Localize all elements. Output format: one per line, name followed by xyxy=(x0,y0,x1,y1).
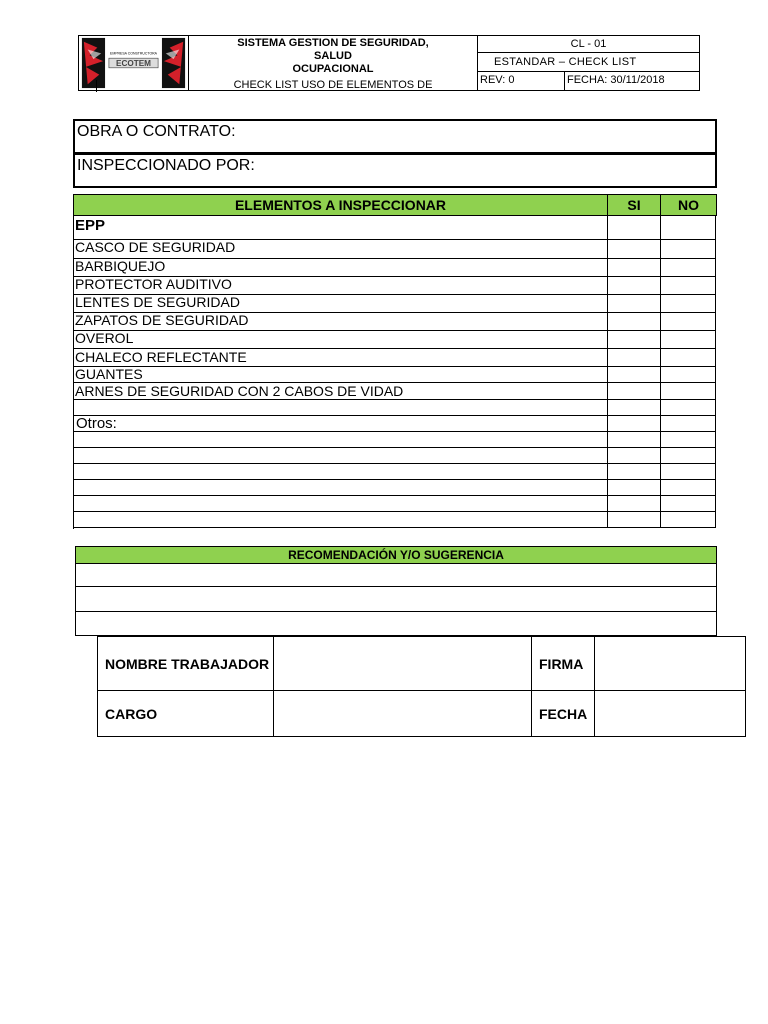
grid-line xyxy=(73,366,715,367)
list-item: ARNES DE SEGURIDAD CON 2 CABOS DE VIDAD xyxy=(75,383,404,399)
recommendation-line-1[interactable] xyxy=(75,564,717,587)
nombre-trabajador-field[interactable] xyxy=(274,637,532,691)
revision-row xyxy=(478,72,699,91)
obra-contrato-label: OBRA O CONTRATO: xyxy=(77,123,236,140)
list-item: OVEROL xyxy=(75,330,134,346)
recommendation-line-2[interactable] xyxy=(75,587,717,612)
column-header-no: NO xyxy=(660,194,717,216)
list-item: CASCO DE SEGURIDAD xyxy=(75,239,236,255)
document-code: CL - 01 xyxy=(478,36,699,53)
header-divider xyxy=(96,80,97,92)
grid-line xyxy=(73,399,715,400)
grid-line xyxy=(660,216,661,528)
firma-label: FIRMA xyxy=(532,637,595,691)
document-title xyxy=(189,35,477,91)
logo-small-text: EMPRESA CONSTRUCTORA xyxy=(110,51,157,56)
column-header-si: SI xyxy=(607,194,661,216)
fecha-label: FECHA xyxy=(532,691,595,736)
list-item: BARBIQUEJO xyxy=(75,258,166,274)
document-control-box xyxy=(477,35,700,91)
otros-label: Otros: xyxy=(76,415,117,432)
recommendation-header: RECOMENDACIÓN Y/O SUGERENCIA xyxy=(75,546,717,564)
company-logo xyxy=(78,35,189,91)
list-item: GUANTES xyxy=(75,366,143,382)
grid-line xyxy=(73,415,715,416)
grid-line xyxy=(607,216,608,528)
inspeccionado-por-field[interactable] xyxy=(73,153,717,188)
inspeccionado-por-label: INSPECCIONADO POR: xyxy=(77,157,255,174)
list-item: CHALECO REFLECTANTE xyxy=(75,349,247,365)
section-label-epp: EPP xyxy=(75,217,106,234)
cargo-field[interactable] xyxy=(274,691,532,736)
nombre-trabajador-label: NOMBRE TRABAJADOR xyxy=(98,637,274,691)
grid-line xyxy=(73,216,74,529)
grid-line xyxy=(73,479,715,480)
column-header-elementos: ELEMENTOS A INSPECCIONAR xyxy=(73,194,608,216)
grid-line xyxy=(73,463,715,464)
obra-contrato-field[interactable] xyxy=(73,119,717,154)
revision-date: FECHA: 30/11/2018 xyxy=(564,72,665,91)
document-subtitle: CHECK LIST USO DE ELEMENTOS DE xyxy=(233,79,433,91)
title-line-3: OCUPACIONAL xyxy=(292,63,374,75)
grid-line xyxy=(73,527,715,528)
signature-table xyxy=(97,636,746,737)
list-item: LENTES DE SEGURIDAD xyxy=(75,294,240,310)
document-standard: ESTANDAR – CHECK LIST xyxy=(478,53,699,72)
grid-line xyxy=(73,258,715,259)
fecha-field[interactable] xyxy=(595,691,745,736)
grid-line xyxy=(73,511,715,512)
recommendation-line-3[interactable] xyxy=(75,612,717,636)
logo-brand-text: ECOTEM xyxy=(115,58,152,68)
firma-field[interactable] xyxy=(595,637,745,691)
list-item: PROTECTOR AUDITIVO xyxy=(75,276,232,292)
title-line-1: SISTEMA GESTION DE SEGURIDAD, xyxy=(237,37,429,49)
cargo-label: CARGO xyxy=(98,691,274,736)
list-item: ZAPATOS DE SEGURIDAD xyxy=(75,312,249,328)
checklist-table xyxy=(73,194,717,529)
grid-line xyxy=(73,447,715,448)
revision-number: REV: 0 xyxy=(480,74,515,86)
grid-line xyxy=(73,431,715,432)
grid-line xyxy=(715,216,716,528)
grid-line xyxy=(73,495,715,496)
title-line-2: SALUD xyxy=(314,50,352,62)
grid-line xyxy=(73,330,715,331)
